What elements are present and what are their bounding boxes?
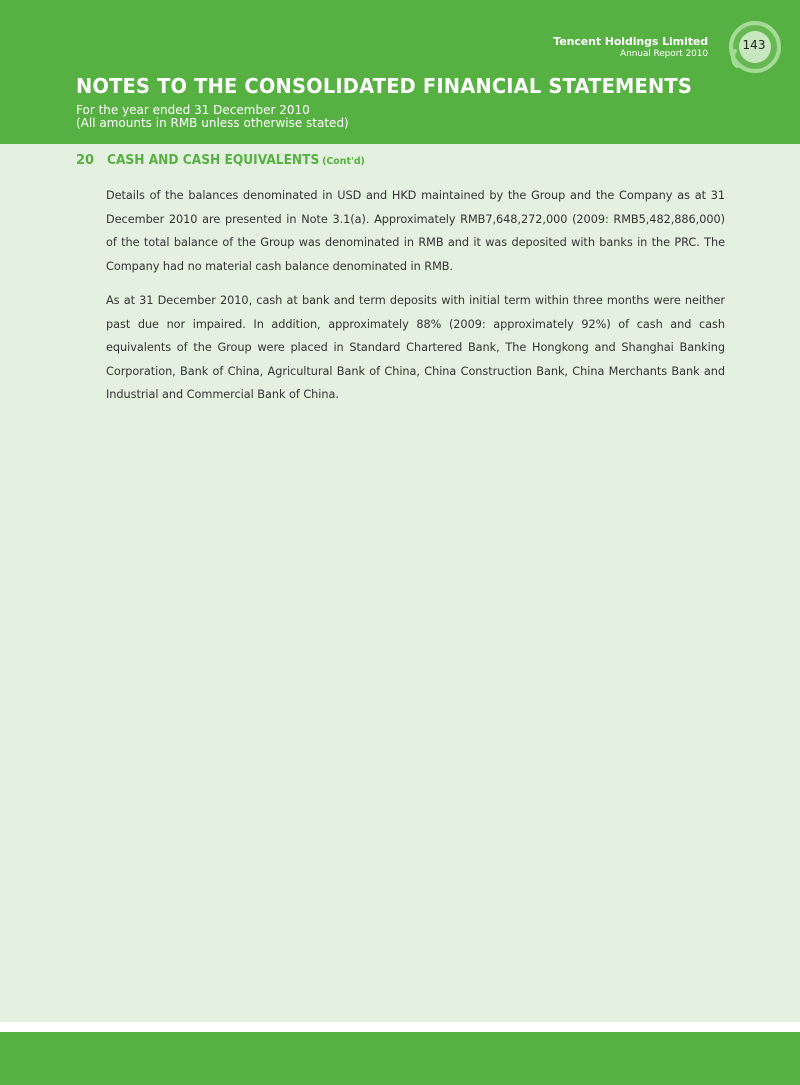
section-title [107,153,365,168]
page-header [0,0,800,144]
cash-deposit-banks-paragraph: As at 31 December 2010, cash at bank and term deposits with initial term within three months were neither past due nor impaired. In addition, approximately 88% (2009: approximately 92%) of cash and cash equivalents of the Group were placed in Standard Chartered Bank, The Hongkong and Shanghai Banking Corporation, Bank of China, Agricultural Bank of China, China Construction Bank, China Merchants Bank and Industrial and Commercial Bank of China. [106,294,725,401]
report-name: Annual Report 2010 [620,49,708,59]
page-title: NOTES TO THE CONSOLIDATED FINANCIAL STATEMENTS [76,74,693,98]
cash-balance-details-paragraph: Details of the balances denominated in USD and HKD maintained by the Group and the Company as at 31 December 2010 are presented in Note 3.1(a). Approximately RMB7,648,272,000 (2009: RMB5,482,886,000) of the total balance of the Group was denominated in RMB and it was deposited with banks in the PRC. The Company had no material cash balance denominated in RMB. [106,189,725,273]
subtitle-line-1: For the year ended 31 December 2010 [76,103,310,117]
page-number: 143 [742,38,766,52]
company-name: Tencent Holdings Limited [553,35,708,48]
notes-content [0,144,800,1022]
subtitle-line-2: (All amounts in RMB unless otherwise stated) [76,116,349,130]
statement-period-note [76,104,349,130]
footer-band [0,1032,800,1085]
section-title-suffix: (Cont'd) [322,156,365,167]
section-title-text: CASH AND CASH EQUIVALENTS [107,153,320,168]
company-block [553,35,708,60]
section-number: 20 [76,153,95,168]
